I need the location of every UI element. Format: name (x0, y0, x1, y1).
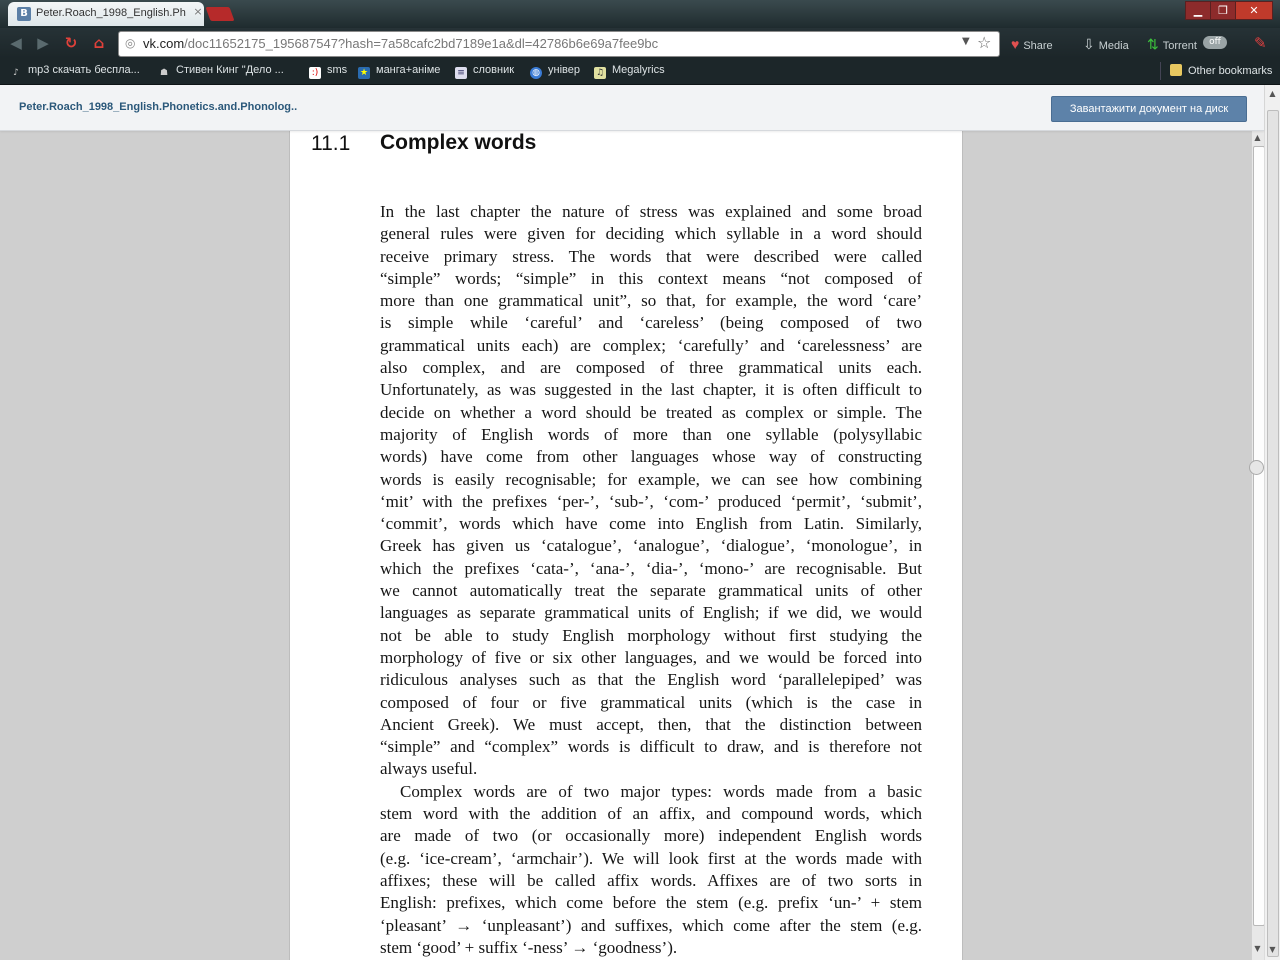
text-line: Unfortunately, as was suggested in the last chapter, it is often difficult to (380, 380, 922, 400)
share-label: Share (1023, 40, 1053, 52)
text-line: are made of two (or occasionally more) independent English words (380, 826, 922, 846)
text-line: In the last chapter the nature of stress was explained and some broad (380, 202, 922, 221)
vk-favicon-icon: B (17, 7, 31, 21)
text-line: ‘pleasant’ → ‘unpleasant’) and suffixes, which come after the stem (e.g. (380, 915, 922, 935)
text-line: decide on whether a word should be treated as complex or simple. The (380, 402, 922, 422)
text-line: also complex, and are composed of three grammatical units each. (380, 358, 922, 378)
text-line: words is easily recognisable; for example, we can see how combining (380, 469, 922, 489)
torrent-toggle[interactable]: off (1203, 36, 1227, 49)
chevron-down-icon[interactable]: ▼ (962, 36, 970, 47)
back-button[interactable]: ◀ (10, 34, 22, 52)
other-bookmarks[interactable] (1170, 64, 1272, 77)
tab-close-icon[interactable]: × (193, 5, 203, 18)
section-number: 11.1 (311, 132, 351, 155)
save-to-disk-button[interactable]: Завантажити документ на диск (1051, 96, 1247, 122)
bookmark-sms[interactable] (309, 64, 347, 79)
text-line: English: prefixes, which come before the stem (e.g. prefix ‘un-’ + stem (380, 893, 922, 913)
folder-icon (1170, 64, 1182, 76)
page-scroll-down-icon[interactable]: ▼ (1269, 945, 1276, 954)
text-line: always useful. (380, 759, 478, 779)
text-line: majority of English words of more than one syllable (polysyllabic (380, 424, 922, 444)
text-line: stem ‘good’ + suffix ‘-ness’ → ‘goodness’). (380, 937, 678, 957)
home-button[interactable]: ⌂ (93, 34, 105, 52)
document-page (289, 130, 963, 960)
title-bar (0, 0, 1280, 28)
bookmarks-bar (0, 58, 1280, 85)
bookmark-label: манга+аніме (376, 64, 441, 76)
text-line: (e.g. ‘ice-cream’, ‘armchair’). We will look first at the words made with (380, 848, 922, 868)
wrench-icon[interactable]: ✎ (1254, 34, 1267, 52)
heart-icon: ♥ (1011, 36, 1020, 52)
document-scrollbar[interactable] (1251, 130, 1265, 960)
download-arrow-icon: ⇩ (1083, 36, 1095, 52)
text-line: not be able to study English morphology without first studying the (380, 625, 922, 645)
bookmark-label: Стивен Кинг "Дело ... (176, 64, 284, 76)
bookmark-label: Megalyrics (612, 64, 665, 76)
sms-icon: :) (309, 67, 321, 79)
page-scroll-up-icon[interactable]: ▲ (1269, 89, 1276, 98)
text-line: grammatical units each) are complex; ‘carefully’ and ‘carelessness’ are (380, 335, 922, 355)
dictionary-icon: ≡ (455, 67, 467, 79)
scroll-up-icon[interactable]: ▲ (1254, 133, 1261, 142)
bookmark-label: mp3 скачать беспла... (28, 64, 140, 76)
torrent-arrows-icon: ⇅ (1147, 36, 1159, 52)
text-line: general rules were given for deciding which syllable in a word should (380, 224, 922, 244)
torrent-label: Torrent (1162, 40, 1197, 52)
bookmark-label: sms (327, 64, 348, 76)
book-icon: ☗ (159, 68, 169, 78)
text-line: is simple while ‘careful’ and ‘careless’ (being composed of two (380, 313, 922, 333)
text-line: “simple” and “complex” words is difficult to draw, and is therefore not (380, 737, 922, 757)
bookmark-mp3[interactable] (10, 64, 140, 79)
scroll-knob[interactable] (1249, 460, 1264, 475)
bookmark-univer[interactable] (530, 64, 580, 79)
globe-icon: ◍ (530, 67, 542, 79)
body-text (380, 201, 922, 959)
bookmark-stephen-king[interactable] (158, 64, 284, 79)
lyrics-icon: ♫ (595, 68, 605, 78)
manga-icon: ★ (359, 68, 369, 78)
text-line: languages as separate grammatical units of English; if we did, we would (380, 603, 922, 623)
text-line: affixes; these will be called affix words. Affixes are of two sorts in (380, 870, 922, 890)
torrent-extension[interactable] (1147, 36, 1197, 53)
text-line: we cannot automatically treat the separate grammatical units of other (380, 581, 922, 601)
page-icon: ◎ (125, 36, 136, 50)
reload-button[interactable]: ↻ (64, 34, 78, 52)
bookmark-label: словник (473, 64, 515, 76)
document-viewer[interactable] (0, 130, 1264, 960)
scroll-down-icon[interactable]: ▼ (1254, 944, 1261, 953)
url-text (143, 36, 658, 51)
section-title: Complex words (380, 131, 537, 154)
forward-button[interactable]: ▶ (37, 34, 49, 52)
text-line: receive primary stress. The words that were described were called (380, 246, 922, 266)
media-label: Media (1098, 40, 1129, 52)
music-icon: ♪ (13, 68, 19, 78)
page-scroll-thumb[interactable] (1267, 110, 1279, 957)
text-line: stem word with the addition of an affix, and compound words, which (380, 804, 922, 824)
close-window-button[interactable]: ✕ (1235, 1, 1273, 20)
tab-active[interactable] (8, 2, 204, 26)
text-line: morphology of five or six other languages, and we would be forced into (380, 647, 922, 667)
document-header (0, 85, 1264, 131)
url-path: /doc11652175_195687547?hash=7a58cafc2bd7189e1a&dl=42786b6e69a7fee9bc (184, 36, 659, 51)
text-line: ridiculous analyses such as that the English word ‘parallelepiped’ was (380, 670, 922, 690)
share-extension[interactable] (1011, 36, 1053, 52)
address-bar[interactable] (118, 31, 1000, 57)
text-line: words) have come from other languages whose way of constructing (380, 447, 922, 467)
url-host: vk.com (143, 36, 185, 51)
document-name: Peter.Roach_1998_English.Phonetics.and.Phonolog.. (19, 101, 298, 113)
text-line: “simple” words; “simple” in this context means “not composed of (380, 268, 922, 288)
media-extension[interactable] (1083, 36, 1129, 53)
bookmark-star-icon[interactable]: ☆ (977, 33, 992, 52)
text-line: more than one grammatical unit”, so that, for example, the word ‘care’ (380, 291, 922, 311)
text-line: Complex words are of two major types: words made from a basic (400, 781, 922, 801)
bookmark-label: універ (548, 64, 580, 76)
minimize-button[interactable]: ▁ (1185, 1, 1211, 20)
text-line: ‘mit’ with the prefixes ‘per-’, ‘sub-’, ‘com-’ produced ‘permit’, ‘submit’, (380, 491, 922, 511)
text-line: which the prefixes ‘cata-’, ‘ana-’, ‘dia-’, ‘mono-’ are recognisable. But (380, 558, 922, 578)
tab-title: Peter.Roach_1998_English.Ph (36, 7, 186, 19)
bookmark-megalyrics[interactable] (594, 64, 665, 79)
new-tab-button[interactable] (205, 7, 234, 21)
bookmark-dictionary[interactable] (455, 64, 514, 79)
text-line: composed of four or five grammatical units (which is the case in (380, 692, 922, 712)
text-line: Ancient Greek). We must accept, then, that the distinction between (380, 714, 922, 734)
bookmark-manga[interactable] (358, 64, 440, 79)
text-line: Greek has given us ‘catalogue’, ‘analogue’, ‘dialogue’, ‘monologue’, in (380, 536, 922, 556)
text-line: ‘commit’, words which have come into English from Latin. Similarly, (380, 514, 922, 534)
bookmarks-divider (1160, 62, 1161, 80)
other-bookmarks-label: Other bookmarks (1188, 65, 1273, 77)
maximize-button[interactable]: ❐ (1210, 1, 1236, 20)
page-scrollbar[interactable] (1264, 85, 1280, 960)
